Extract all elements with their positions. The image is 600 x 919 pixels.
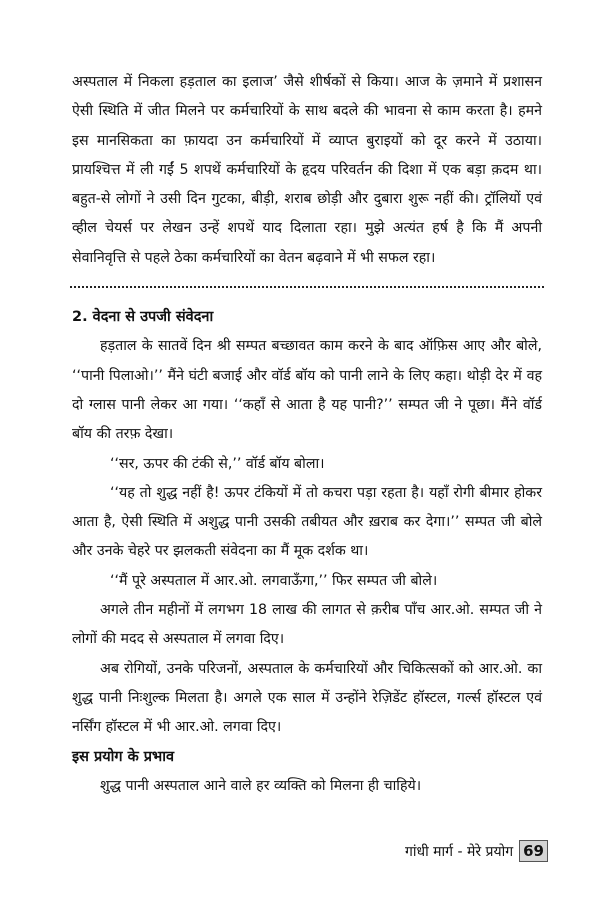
paragraph-ro-promise: ‘‘मैं पूरे अस्पताल में आर.ओ. लगवाऊँगा,’’ फिर सम्पत जी बोले। xyxy=(110,572,438,589)
dotted-separator xyxy=(72,273,542,303)
section-heading-effects: इस प्रयोग के प्रभाव xyxy=(72,748,175,765)
section-heading-vedna: 2. वेदना से उपजी संवेदना xyxy=(72,309,214,326)
book-title: गांधी मार्ग - मेरे प्रयोग xyxy=(404,843,514,860)
paragraph-pure-water-everyone: शुद्ध पानी अस्पताल आने वाले हर व्यक्ति को मिलना ही चाहिये। xyxy=(100,777,422,794)
page-body xyxy=(72,68,542,801)
paragraph-ward-boy-reply: ‘‘सर, ऊपर की टंकी से,’’ वॉर्ड बॉय बोला। xyxy=(110,455,325,472)
paragraph-sampat-visit: हड़ताल के सातवें दिन श्री सम्पत बच्छावत काम करने के बाद ऑफ़िस आए और बोले, ‘‘पानी पिलाओ।’’ मैंने घंटी बजाई और वॉर्ड बॉय को पानी लाने के लिए कहा। थोड़ी देर में वह दो ग्लास पानी लेकर आ गया। ‘‘कहाँ से आता है यह पानी?’’ सम्पत जी ने पूछा। मैंने वॉर्ड बॉय की तरफ़ देखा। xyxy=(72,338,542,443)
paragraph-impure-water: ‘‘यह तो शुद्ध नहीं है! ऊपर टंकियों में तो कचरा पड़ा रहता है। यहाँ रोगी बीमार होकर आता है, ऐसी स्थिति में अशुद्ध पानी उसकी तबीयत और ख़राब कर देगा।’’ सम्पत जी बोले और उनके चेहरे पर झलकती संवेदना का मैं मूक दर्शक था। xyxy=(72,484,542,560)
paragraph-free-water: अब रोगियों, उनके परिजनों, अस्पताल के कर्मचारियों और चिकित्सकों को आर.ओ. का शुद्ध पानी निःशुल्क मिलता है। अगले एक साल में उन्होंने रेज़िडेंट हॉस्टल, गर्ल्स हॉस्टल एवं नर्सिंग हॉस्टल में भी आर.ओ. लगवा दिए। xyxy=(72,660,542,736)
paragraph-ro-installed: अगले तीन महीनों में लगभग 18 लाख की लागत से क़रीब पाँच आर.ओ. सम्पत जी ने लोगों की मदद से अस्पताल में लगवा दिए। xyxy=(72,602,542,648)
page-number: 69 xyxy=(519,840,548,862)
page-footer xyxy=(405,840,548,862)
paragraph-strike-outcome: अस्पताल में निकला हड़ताल का इलाज’ जैसे शीर्षकों से किया। आज के ज़माने में प्रशासन ऐसी स्थिति में जीत मिलने पर कर्मचारियों के साथ बदले की भावना से काम करता है। हमने इस मानसिकता का फ़ायदा उन कर्मचारियों में व्याप्त बुराइयों को दूर करने में उठाया। प्रायश्चित्त में ली गईं 5 शपथें कर्मचारियों के हृदय परिवर्तन की दिशा में एक बड़ा क़दम था। बहुत-से लोगों ने उसी दिन गुटका, बीड़ी, शराब छोड़ी और दुबारा शुरू नहीं की। ट्रॉलियों एवं व्हील चेयर्स पर लेखन उन्हें शपथें याद दिलाता रहा। मुझे अत्यंत हर्ष है कि मैं अपनी सेवानिवृत्ति से पहले ठेका कर्मचारियों का वेतन बढ़वाने में भी सफल रहा। xyxy=(72,74,542,266)
